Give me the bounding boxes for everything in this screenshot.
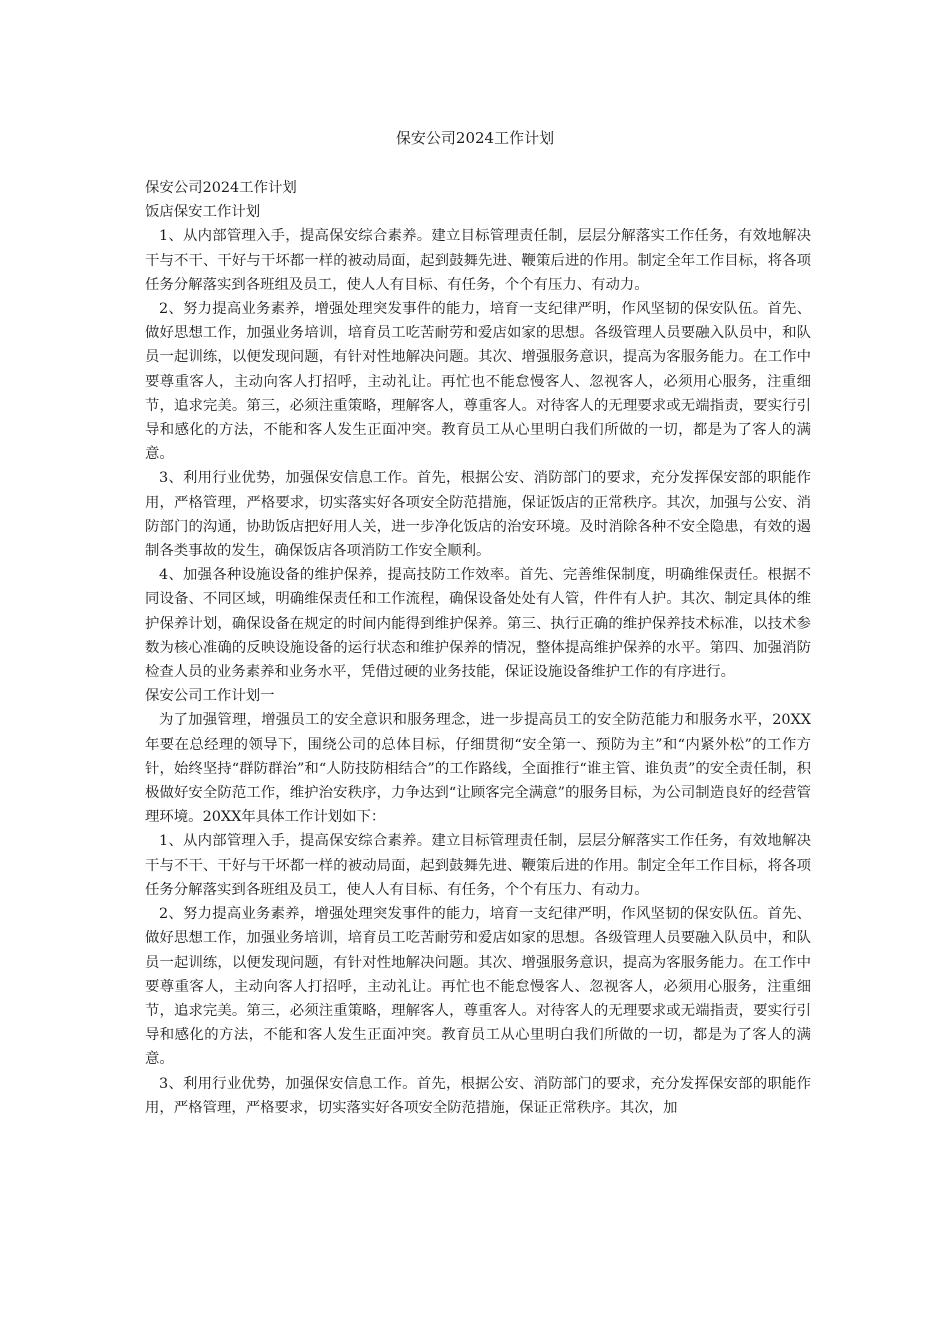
body-paragraph: 2、努力提高业务素养，增强处理突发事件的能力，培育一支纪律严明，作风坚韧的保安队伍。首先、做好思想工作，加强业务培训，培育员工吃苦耐劳和爱店如家的思想。各级管理人员要融入队员中，和队员一起训练，以便发现问题，有针对性地解决问题。其次、增强服务意识，提高为客服务能力。在工作中要尊重客人，主动向客人打招呼，主动礼让。再忙也不能怠慢客人、忽视客人，必须用心服务，注重细节，追求完美。第三，必须注重策略，理解客人，尊重客人。对待客人的无理要求或无端指责，要实行引导和感化的方法，不能和客人发生正面冲突。教育员工从心里明白我们所做的一切，都是为了客人的满意。 [145,301,811,463]
section-heading: 保安公司工作计划一 [145,688,275,705]
section-heading: 饭店保安工作计划 [145,204,261,221]
body-paragraph: 4、加强各种设施设备的维护保养，提高技防工作效率。首先、完善维保制度，明确维保责任。根据不同设备、不同区域，明确维保责任和工作流程，确保设备处处有人管，件件有人护。其次、制定具体的维护保养计划，确保设备在规定的时间内能得到维护保养。第三、执行正确的维护保养技术标准，以技术参数为核心准确的反映设施设备的运行状态和维护保养的情况，整体提高维护保养的水平。第四、加强消防检查人员的业务素养和业务水平，凭借过硬的业务技能，保证设施设备维护工作的有序进行。 [145,567,811,681]
body-paragraph: 3、利用行业优势，加强保安信息工作。首先，根据公安、消防部门的要求，充分发挥保安部的职能作用，严格管理，严格要求，切实落实好各项安全防范措施，保证正常秩序。其次，加 [145,1075,811,1116]
body-paragraph: 为了加强管理，增强员工的安全意识和服务理念，进一步提高员工的安全防范能力和服务水平，20XX年要在总经理的领导下，围绕公司的总体目标，仔细贯彻“安全第一、预防为主”和“内紧外松”的工作方针，始终坚持“群防群治”和“人防技防相结合”的工作路线，全面推行“谁主管、谁负责”的安全责任制，积极做好安全防范工作，维护治安秩序，力争达到“让顾客完全满意”的服务目标，为公司制造良好的经营管理环境。20XX年具体工作计划如下： [145,712,811,826]
section-heading: 保安公司2024工作计划 [145,180,297,196]
body-paragraph: 2、努力提高业务素养，增强处理突发事件的能力，培育一支纪律严明，作风坚韧的保安队伍。首先、做好思想工作，加强业务培训，培育员工吃苦耐劳和爱店如家的思想。各级管理人员要融入队员中，和队员一起训练，以便发现问题，有针对性地解决问题。其次、增强服务意识，提高为客服务能力。在工作中要尊重客人，主动向客人打招呼，主动礼让。再忙也不能怠慢客人、忽视客人，必须用心服务，注重细节，追求完美。第三，必须注重策略，理解客人，尊重客人。对待客人的无理要求或无端指责，要实行引导和感化的方法，不能和客人发生正面冲突。教育员工从心里明白我们所做的一切，都是为了客人的满意。 [145,906,811,1068]
body-paragraph: 3、利用行业优势，加强保安信息工作。首先，根据公安、消防部门的要求，充分发挥保安部的职能作用，严格管理，严格要求，切实落实好各项安全防范措施，保证饭店的正常秩序。其次，加强与公安、消防部门的沟通，协助饭店把好用人关，进一步净化饭店的治安环境。及时消除各种不安全隐患，有效的遏制各类事故的发生，确保饭店各项消防工作安全顺利。 [145,470,811,560]
document-title: 保安公司2024工作计划 [395,129,555,147]
body-paragraph: 1、从内部管理入手，提高保安综合素养。建立目标管理责任制，层层分解落实工作任务，有效地解决干与不干、干好与干坏都一样的被动局面，起到鼓舞先进、鞭策后进的作用。制定全年工作目标，将各项任务分解落实到各班组及员工，使人人有目标、有任务，个个有压力、有动力。 [145,833,811,898]
document-body [145,176,811,1120]
body-paragraph: 1、从内部管理入手，提高保安综合素养。建立目标管理责任制，层层分解落实工作任务，有效地解决干与不干、干好与干坏都一样的被动局面，起到鼓舞先进、鞭策后进的作用。制定全年工作目标，将各项任务分解落实到各班组及员工，使人人有目标、有任务，个个有压力、有动力。 [145,228,811,293]
